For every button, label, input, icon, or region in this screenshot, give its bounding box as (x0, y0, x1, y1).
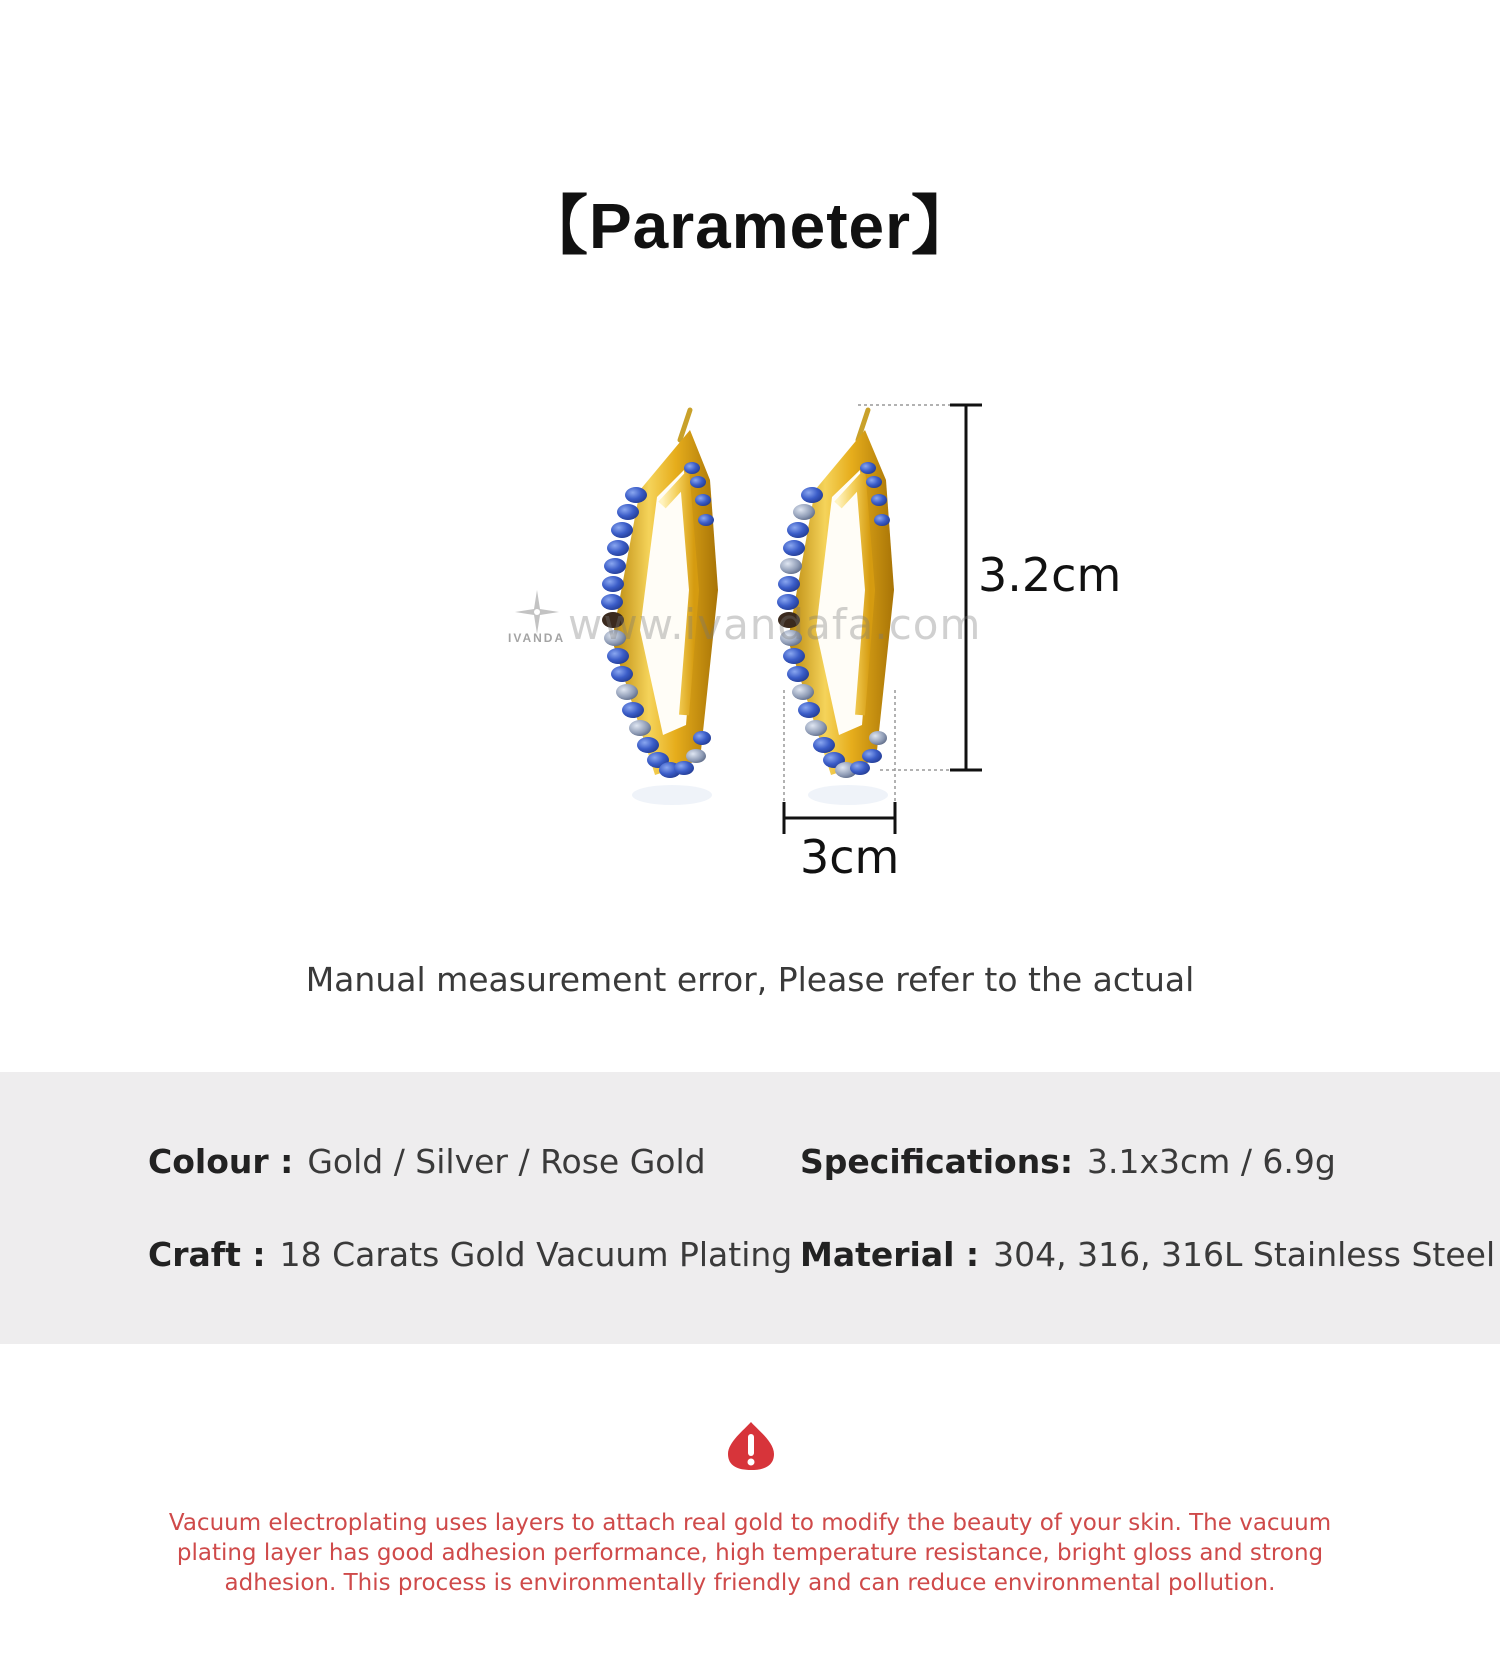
param-material-value: 304, 316, 316L Stainless Steel (993, 1235, 1496, 1274)
width-label: 3cm (800, 830, 900, 884)
param-specifications-label: Specifications: (800, 1142, 1074, 1181)
param-craft-value: 18 Carats Gold Vacuum Plating (279, 1235, 793, 1274)
param-material-label: Material : (800, 1235, 980, 1274)
plating-description: Vacuum electroplating uses layers to attach real gold to modify the beauty of your skin. The vacuum plating layer has good adhesion performance, high temperature resistance, bright gloss and strong adhesion. This process is environmentally friendly and can reduce environmental pollution. (168, 1510, 1332, 1596)
param-specifications-value: 3.1x3cm / 6.9g (1087, 1142, 1336, 1181)
watermark-logo-icon (515, 590, 559, 634)
watermark-logo-text: IVANDA (508, 631, 566, 645)
param-colour-value: Gold / Silver / Rose Gold (307, 1142, 706, 1181)
param-colour-label: Colour : (148, 1142, 294, 1181)
watermark-url: www.ivandafa.com (568, 600, 982, 649)
parameters-panel (0, 1072, 1500, 1344)
param-colour (148, 1142, 706, 1181)
measurement-note: Manual measurement error, Please refer to the actual (305, 960, 1195, 999)
height-label: 3.2cm (978, 548, 1122, 602)
exclamation-icon (726, 1420, 776, 1472)
param-craft-label: Craft : (148, 1235, 266, 1274)
param-craft (148, 1235, 792, 1274)
param-specifications (800, 1142, 1336, 1181)
page-title: 【Parameter】 (523, 190, 977, 262)
param-material (800, 1235, 1495, 1274)
